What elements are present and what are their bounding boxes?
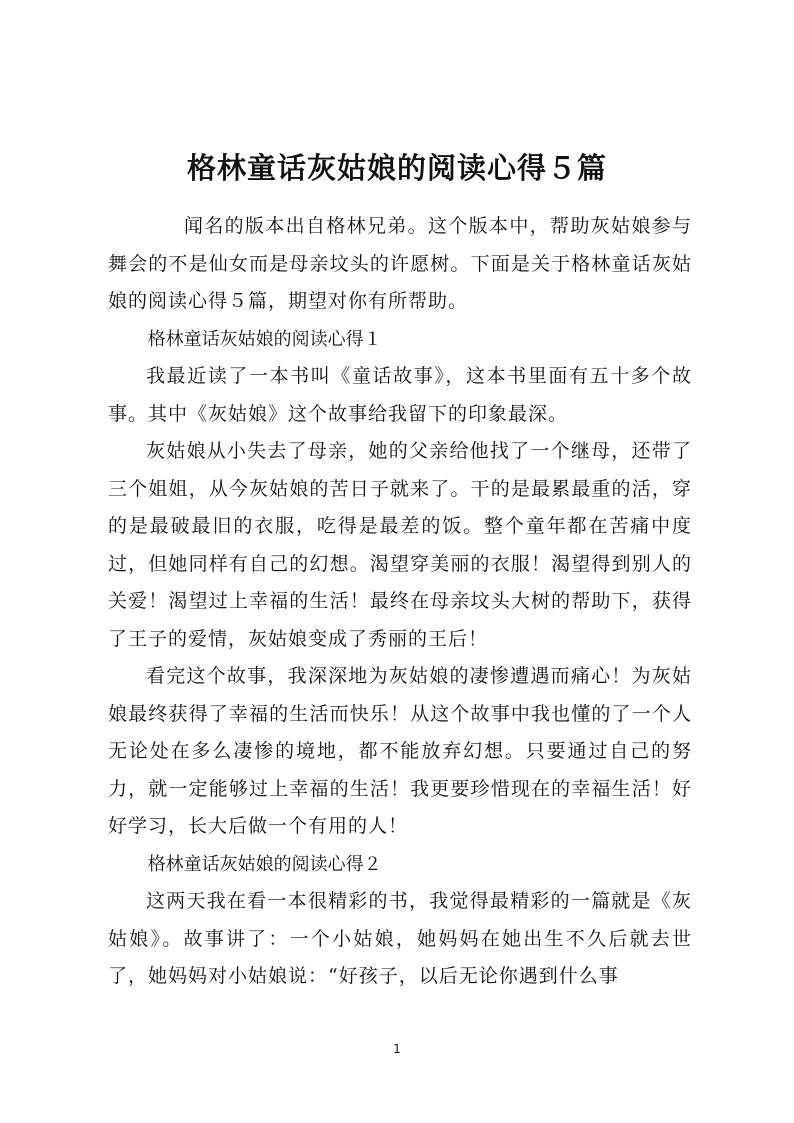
page-number: 1 bbox=[393, 1042, 401, 1056]
document-title: 格林童话灰姑娘的阅读心得５篇 bbox=[186, 151, 607, 185]
section-heading-2: 格林童话灰姑娘的阅读心得２ bbox=[147, 853, 382, 875]
body-paragraph: 我最近读了一本书叫《童话故事》，这本书里面有五十多个故事。其中《灰姑娘》这个故事给我留下的印象最深。 bbox=[108, 365, 692, 425]
body-paragraph: 看完这个故事，我深深地为灰姑娘的凄惨遭遇而痛心！为灰姑娘最终获得了幸福的生活而快乐！从这个故事中我也懂的了一个人无论处在多么凄惨的境地，都不能放弃幻想。只要通过自己的努力，就一定能够过上幸福的生活！我更要珍惜现在的幸福生活！好好学习，长大后做一个有用的人！ bbox=[108, 665, 692, 837]
body-paragraph: 这两天我在看一本很精彩的书，我觉得最精彩的一篇就是《灰姑娘》。故事讲了：一个小姑娘，她妈妈在她出生不久后就去世了，她妈妈对小姑娘说：“好孩子，以后无论你遇到什么事 bbox=[108, 890, 692, 987]
intro-paragraph: 闻名的版本出自格林兄弟。这个版本中，帮助灰姑娘参与舞会的不是仙女而是母亲坟头的许愿树。下面是关于格林童话灰姑娘的阅读心得５篇，期望对你有所帮助。 bbox=[108, 215, 692, 312]
body-paragraph: 灰姑娘从小失去了母亲，她的父亲给他找了一个继母，还带了三个姐姐，从今灰姑娘的苦日子就来了。干的是最累最重的活，穿的是最破最旧的衣服，吃得是最差的饭。整个童年都在苦痛中度过，但她同样有自己的幻想。渴望穿美丽的衣服！渴望得到别人的关爱！渴望过上幸福的生活！最终在母亲坟头大树的帮助下，获得了王子的爱情，灰姑娘变成了秀丽的王后！ bbox=[108, 440, 692, 650]
section-heading-1: 格林童话灰姑娘的阅读心得１ bbox=[147, 328, 382, 350]
document-body bbox=[108, 208, 692, 996]
